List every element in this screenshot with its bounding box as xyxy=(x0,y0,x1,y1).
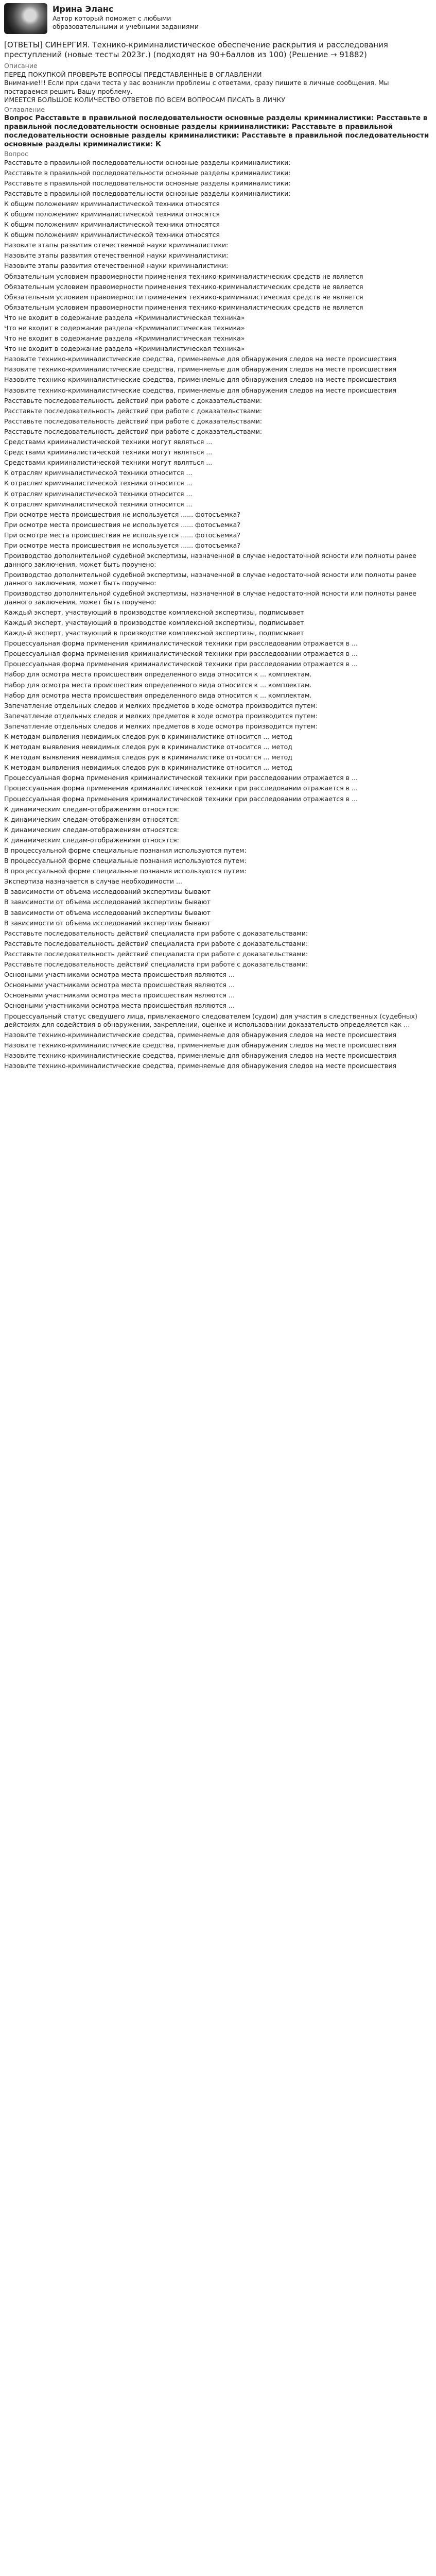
question-item: Назовите технико-криминалистические средства, применяемые для обнаружения следов на месте происшествия xyxy=(4,1062,397,1070)
question-item: Основными участниками осмотра места происшествия являются ... xyxy=(4,991,235,999)
question-item: Каждый эксперт, участвующий в производстве комплексной экспертизы, подписывает xyxy=(4,629,304,637)
question-item: Средствами криминалистической техники могут являться ... xyxy=(4,438,213,446)
question-item: При осмотре места происшествия не используется ...... фотосъемка? xyxy=(4,510,240,518)
toc-text: Вопрос Расставьте в правильной последовательности основные разделы криминалистики: Расставьте в правильной последовательности основные разделы криминалистики: Расставьте в правильной последовательности основные разделы криминалистики: Расставьте в правильной последовательности основные разделы криминалистики: К xyxy=(4,114,429,148)
author-card xyxy=(4,3,432,40)
question-item: Средствами криминалистической техники могут являться ... xyxy=(4,459,213,467)
question-item: Процессуальная форма применения криминалистической техники при расследовании отражается в ... xyxy=(4,784,358,792)
question-item: Что не входит в содержание раздела «Криминалистическая техника» xyxy=(4,313,245,321)
description-line: Внимание!!! Если при сдачи теста у вас возникли проблемы с ответами, сразу пишите в личные сообщения. Мы постараемся решить Вашу проблему. xyxy=(4,79,389,95)
question-item: В процессуальной форме специальные познания используются путем: xyxy=(4,867,247,875)
question-item: К динамическим следам-отображениям относятся: xyxy=(4,836,179,844)
question-item: Процессуальная форма применения криминалистической техники при расследовании отражается в ... xyxy=(4,794,358,803)
question-item: Процессуальная форма применения криминалистической техники при расследовании отражается в ... xyxy=(4,650,358,658)
question-item: Основными участниками осмотра места происшествия являются ... xyxy=(4,971,235,979)
question-item: В зависимости от объема исследований экспертизы бывают xyxy=(4,888,211,896)
question-item: Производство дополнительной судебной экспертизы, назначенной в случае недостаточной ясности или полноты ранее данного заключения, может быть поручено: xyxy=(4,589,416,606)
question-item: Производство дополнительной судебной экспертизы, назначенной в случае недостаточной ясности или полноты ранее данного заключения, может быть поручено: xyxy=(4,570,416,587)
question-item: В зависимости от объема исследований экспертизы бывают xyxy=(4,919,211,927)
description-label: Описание xyxy=(4,62,38,70)
question-item: Обязательным условием правомерности применения технико-криминалистических средств не является xyxy=(4,282,363,291)
description-line: ПЕРЕД ПОКУПКОЙ ПРОВЕРЬТЕ ВОПРОСЫ ПРЕДСТАВЛЕННЫЕ В ОГЛАВЛЕНИИ xyxy=(4,70,262,78)
question-item: Процессуальный статус сведущего лица, привлекаемого следователем (судом) для участия в следственных (судебных) действиях для содействия в обнаружении, закреплении, оценке и использовании доказательств определяется как ... xyxy=(4,1012,417,1028)
question-item: Что не входит в содержание раздела «Криминалистическая техника» xyxy=(4,334,245,343)
question-item: В зависимости от объема исследований экспертизы бывают xyxy=(4,898,211,906)
question-item: Назовите технико-криминалистические средства, применяемые для обнаружения следов на месте происшествия xyxy=(4,1031,397,1039)
question-item: К методам выявления невидимых следов рук в криминалистике относится ... метод xyxy=(4,753,292,761)
question-item: Что не входит в содержание раздела «Криминалистическая техника» xyxy=(4,345,245,353)
question-item: К отраслям криминалистической техники относится ... xyxy=(4,469,193,477)
question-item: Обязательным условием правомерности применения технико-криминалистических средств не является xyxy=(4,272,363,280)
question-item: Назовите этапы развития отечественной науки криминалистики: xyxy=(4,251,229,260)
question-item: Расставьте последовательность действий специалиста при работе с доказательствами: xyxy=(4,960,308,969)
question-item: Что не входит в содержание раздела «Криминалистическая техника» xyxy=(4,324,245,332)
question-item: Назовите технико-криминалистические средства, применяемые для обнаружения следов на месте происшествия xyxy=(4,1052,397,1060)
question-item: При осмотре места происшествия не используется ...... фотосъемка? xyxy=(4,531,240,539)
question-item: Основными участниками осмотра места происшествия являются ... xyxy=(4,1002,235,1010)
question-item: Назовите технико-криминалистические средства, применяемые для обнаружения следов на месте происшествия xyxy=(4,386,397,394)
question-item: Назовите технико-криминалистические средства, применяемые для обнаружения следов на месте происшествия xyxy=(4,376,397,384)
avatar[interactable] xyxy=(4,3,47,34)
question-item: Производство дополнительной судебной экспертизы, назначенной в случае недостаточной ясности или полноты ранее данного заключения, может быть поручено: xyxy=(4,552,416,568)
question-item: Расставьте последовательность действий при работе с доказательствами: xyxy=(4,396,263,404)
question-item: К методам выявления невидимых следов рук в криминалистике относится ... метод xyxy=(4,732,292,740)
question-item: Процессуальная форма применения криминалистической техники при расследовании отражается в ... xyxy=(4,660,358,668)
question-item: Расставьте последовательность действий специалиста при работе с доказательствами: xyxy=(4,939,308,947)
question-item: Обязательным условием правомерности применения технико-криминалистических средств не является xyxy=(4,293,363,301)
question-item: Обязательным условием правомерности применения технико-криминалистических средств не является xyxy=(4,303,363,311)
question-label: Вопрос xyxy=(4,150,28,158)
question-item: К общим положениям криминалистической техники относятся xyxy=(4,221,220,229)
question-item: Каждый эксперт, участвующий в производстве комплексной экспертизы, подписывает xyxy=(4,618,304,626)
question-item: Набор для осмотра места происшествия определенного вида относится к ... комплектам. xyxy=(4,670,312,679)
toc-label: Оглавление xyxy=(4,105,45,113)
question-item: Запечатление отдельных следов и мелких предметов в ходе осмотра производится путем: xyxy=(4,711,318,720)
question-item: В процессуальной форме специальные познания используются путем: xyxy=(4,857,247,865)
question-item: Расставьте последовательность действий при работе с доказательствами: xyxy=(4,406,263,415)
question-item: Расставьте в правильной последовательности основные разделы криминалистики: xyxy=(4,189,291,197)
question-item: Процессуальная форма применения криминалистической техники при расследовании отражается в ... xyxy=(4,774,358,782)
question-item: При осмотре места происшествия не используется ...... фотосъемка? xyxy=(4,541,240,549)
question-item: Экспертиза назначается в случае необходимости ... xyxy=(4,877,182,886)
page xyxy=(0,0,436,1071)
question-item: Средствами криминалистической техники могут являться ... xyxy=(4,448,213,456)
question-item: К динамическим следам-отображениям относятся: xyxy=(4,825,179,834)
question-item: Набор для осмотра места происшествия определенного вида относится к ... комплектам. xyxy=(4,691,312,699)
question-item: К методам выявления невидимых следов рук в криминалистике относится ... метод xyxy=(4,764,292,772)
question-item: В процессуальной форме специальные познания используются путем: xyxy=(4,846,247,854)
question-item: К отраслям криминалистической техники относится ... xyxy=(4,479,193,487)
page-title: [ОТВЕТЫ] СИНЕРГИЯ. Технико-криминалистическое обеспечение раскрытия и расследования преступлений (новые тесты 2023г.) (подходят на 90+баллов из 100) (Решение → 91882) xyxy=(4,40,388,59)
question-item: К общим положениям криминалистической техники относятся xyxy=(4,199,220,208)
author-info xyxy=(53,3,217,31)
question-item: Запечатление отдельных следов и мелких предметов в ходе осмотра производится путем: xyxy=(4,701,318,709)
question-item: В зависимости от объема исследований экспертизы бывают xyxy=(4,908,211,917)
question-item: Процессуальная форма применения криминалистической техники при расследовании отражается в ... xyxy=(4,639,358,648)
question-item: Расставьте в правильной последовательности основные разделы криминалистики: xyxy=(4,168,291,177)
description-line: ИМЕЕТСЯ БОЛЬШОЕ КОЛИЧЕСТВО ОТВЕТОВ ПО ВСЕМ ВОПРОСАМ ПИСАТЬ В ЛИЧКУ xyxy=(4,96,286,104)
question-item: К динамическим следам-отображениям относятся: xyxy=(4,805,179,813)
author-name[interactable]: Ирина Эланс xyxy=(53,4,114,14)
question-item: Расставьте последовательность действий при работе с доказательствами: xyxy=(4,427,263,435)
question-item: Расставьте последовательность действий специалиста при работе с доказательствами: xyxy=(4,950,308,958)
question-item: Назовите этапы развития отечественной науки криминалистики: xyxy=(4,262,229,270)
question-item: Расставьте последовательность действий при работе с доказательствами: xyxy=(4,417,263,425)
question-list xyxy=(4,159,432,1071)
description xyxy=(4,71,432,105)
question-item: Назовите технико-криминалистические средства, применяемые для обнаружения следов на месте происшествия xyxy=(4,1041,397,1049)
question-item: При осмотре места происшествия не используется ...... фотосъемка? xyxy=(4,520,240,529)
question-item: К общим положениям криминалистической техники относятся xyxy=(4,210,220,218)
question-item: Расставьте в правильной последовательности основные разделы криминалистики: xyxy=(4,179,291,187)
question-item: Назовите технико-криминалистические средства, применяемые для обнаружения следов на месте происшествия xyxy=(4,365,397,374)
question-item: Назовите технико-криминалистические средства, применяемые для обнаружения следов на месте происшествия xyxy=(4,355,397,363)
question-item: Запечатление отдельных следов и мелких предметов в ходе осмотра производится путем: xyxy=(4,722,318,730)
question-item: Назовите этапы развития отечественной науки криминалистики: xyxy=(4,241,229,249)
question-item: Расставьте последовательность действий специалиста при работе с доказательствами: xyxy=(4,929,308,937)
question-item: К методам выявления невидимых следов рук в криминалистике относится ... метод xyxy=(4,743,292,751)
question-item: Расставьте в правильной последовательности основные разделы криминалистики: xyxy=(4,158,291,166)
question-item: К отраслям криминалистической техники относится ... xyxy=(4,489,193,498)
question-item: К отраслям криминалистической техники относится ... xyxy=(4,500,193,508)
author-description: Автор который поможет с любыми образовательными и учебными заданиями xyxy=(53,14,199,30)
question-item: Набор для осмотра места происшествия определенного вида относится к ... комплектам. xyxy=(4,681,312,689)
question-item: Каждый эксперт, участвующий в производстве комплексной экспертизы, подписывает xyxy=(4,608,304,616)
question-item: К динамическим следам-отображениям относятся: xyxy=(4,815,179,823)
question-item: К общим положениям криминалистической техники относятся xyxy=(4,231,220,239)
question-item: Основными участниками осмотра места происшествия являются ... xyxy=(4,981,235,989)
